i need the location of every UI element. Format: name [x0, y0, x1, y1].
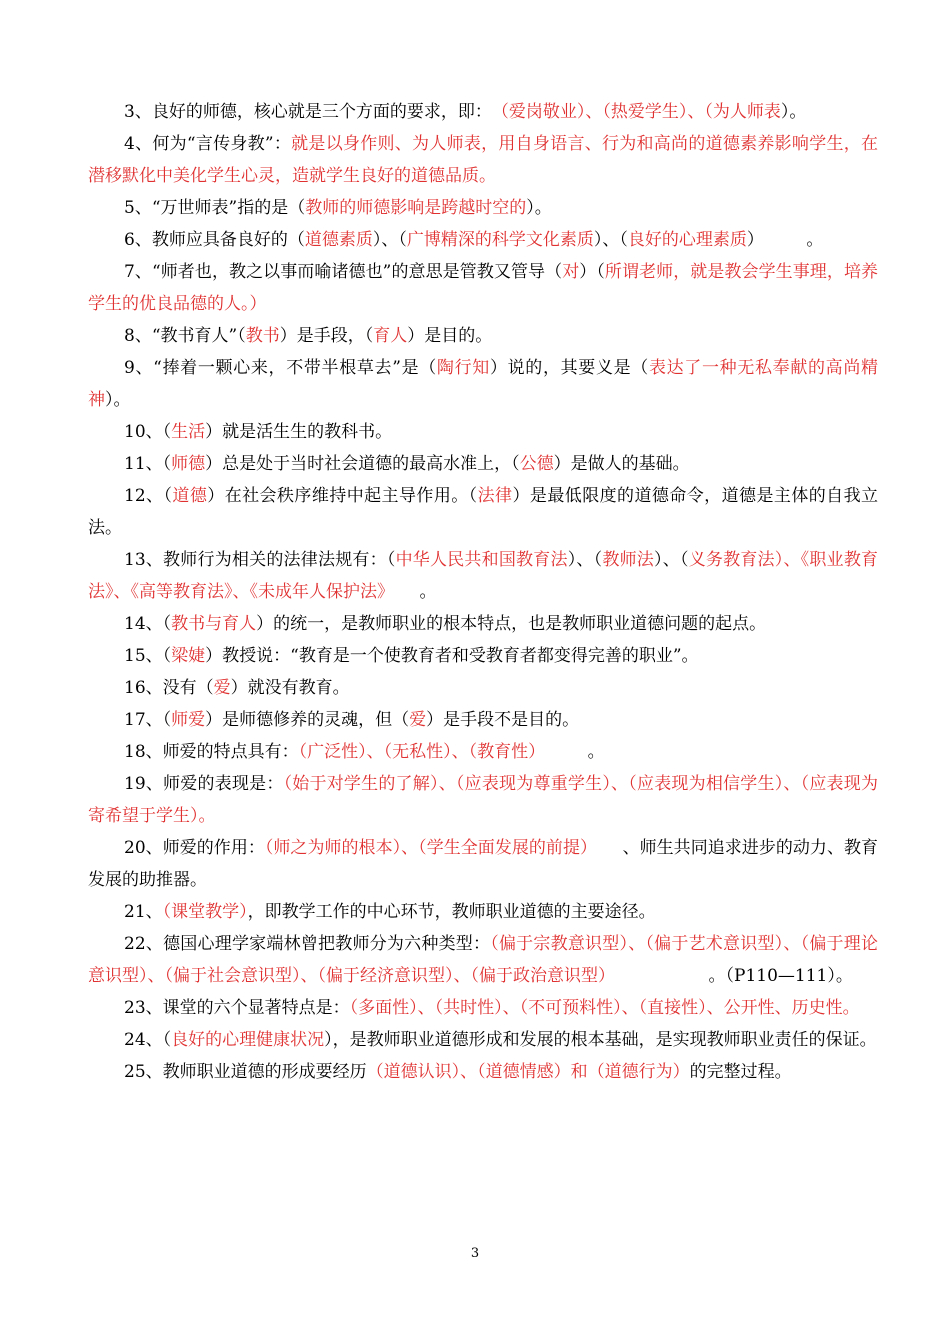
answer-text: 教书: [245, 326, 280, 346]
question-text: ）是手段不是目的。: [426, 710, 580, 730]
question-text: ）是最低限度的道德命令，道德是主体的自我立法。: [88, 486, 879, 538]
question-text: 18、师爱的特点具有：: [124, 742, 299, 762]
question-text: ），是教师职业道德形成和发展的根本基础，是实现教师职业责任的保证。: [324, 1030, 877, 1050]
question-text: ）。: [526, 198, 552, 218]
question-text: 15、（: [124, 646, 172, 666]
question-text: 14、（: [124, 614, 172, 634]
question-item-6: [88, 224, 878, 256]
question-text: ）、（: [567, 550, 603, 570]
question-text: 9、“捧着一颗心来，不带半根草去”是（: [124, 358, 437, 378]
answer-text: 法律: [477, 486, 513, 506]
answer-text: 爱: [409, 710, 427, 730]
answer-text: （课堂教学）: [162, 902, 248, 922]
question-text: 25、教师职业道德的形成要经历: [124, 1062, 367, 1082]
answer-text: 教师法: [602, 550, 655, 570]
question-text: ）说的，其要义是（: [489, 358, 649, 378]
question-text: 3、良好的师德，核心就是三个方面的要求，即：: [124, 102, 501, 122]
question-text: ）教授说：“教育是一个使教育者和受教育者都变得完善的职业”。: [205, 646, 699, 666]
question-item-10: [88, 416, 878, 448]
question-item-11: [88, 448, 878, 480]
question-item-20: [88, 832, 878, 896]
question-text: 13、教师行为相关的法律法规有：（: [124, 550, 396, 570]
answer-text: 义务教育法）、《职业教育法》、《高等教育法》、《未成年人保护法》: [88, 550, 879, 602]
answer-text: （始于对学生的了解）、（应表现为尊重学生）、（应表现为相信学生）、（应表现为寄希望于学生）。: [88, 774, 878, 826]
question-text: ）就是活生生的教科书。: [205, 422, 393, 442]
question-item-21: [88, 896, 878, 928]
question-text: ）是做人的基础。: [553, 454, 690, 474]
question-item-15: [88, 640, 878, 672]
question-text: 。: [536, 742, 605, 762]
question-text: 16、没有（: [124, 678, 214, 698]
question-text: 22、德国心理学家端林曾把教师分为六种类型：: [124, 934, 491, 954]
question-text: ）在社会秩序维持中起主导作用。（: [207, 486, 478, 506]
answer-text: 良好的心理健康状况: [171, 1030, 325, 1050]
answer-text: 师德: [171, 454, 206, 474]
question-item-5: [88, 192, 878, 224]
question-text: 5、“万世师表”指的是（: [124, 198, 306, 218]
question-text: ）。: [780, 102, 807, 122]
question-text: ）是手段，（: [279, 326, 374, 346]
document-body: [88, 96, 878, 1088]
question-item-23: [88, 992, 878, 1024]
question-text: ）、（: [654, 550, 689, 570]
question-text: ）总是处于当时社会道德的最高水准上，（: [205, 454, 520, 474]
answer-text: 爱: [213, 678, 231, 698]
question-text: 23、课堂的六个显著特点是：: [124, 998, 350, 1018]
question-item-17: [88, 704, 878, 736]
answer-text: 所谓老师，就是教会学生事理，培养学生的优良品德的人。）: [88, 262, 879, 314]
answer-text: （道德认识）、（道德情感）和（道德行为）: [366, 1062, 690, 1082]
question-text: ）是师德修养的灵魂，但（: [205, 710, 410, 730]
question-text: 19、师爱的表现是：: [124, 774, 284, 794]
answer-text: （广泛性）、（无私性）、（教育性）: [298, 742, 537, 762]
question-item-12: [88, 480, 878, 544]
question-text: 17、（: [124, 710, 172, 730]
question-item-24: [88, 1024, 878, 1056]
answer-text: （偏于宗教意识型）、（偏于艺术意识型）、（偏于理论意识型）、（偏于社会意识型）、（偏于经济意识型）、（偏于政治意识型）: [88, 934, 878, 986]
question-item-25: [88, 1056, 878, 1088]
answer-text: 梁婕: [171, 646, 206, 666]
answer-text: 育人: [373, 326, 408, 346]
question-text: ）、（: [593, 230, 628, 250]
answer-text: 教师的师德影响是跨越时空的: [305, 198, 527, 218]
answer-text: 生活: [171, 422, 206, 442]
question-text: 6、教师应具备良好的（: [124, 230, 305, 250]
question-item-18: [88, 736, 878, 768]
question-text: ）就没有教育。: [230, 678, 350, 698]
question-item-14: [88, 608, 878, 640]
question-text: 。（P110—111）。: [606, 966, 853, 986]
question-text: 8、“教书育人”（: [124, 326, 246, 346]
question-text: 、师生共同追求进步的动力、教育发展的助推器。: [88, 838, 878, 890]
question-text: ）（: [579, 262, 605, 282]
question-text: ）。: [105, 390, 131, 410]
question-item-22: [88, 928, 878, 992]
page-number: 3: [470, 1246, 480, 1261]
question-text: 21、: [124, 902, 163, 922]
answer-text: 就是以身作则、为人师表，用自身语言、行为和高尚的道德素养影响学生，在潜移默化中美化学生心灵，造就学生良好的道德品质。: [88, 134, 879, 186]
question-text: ，即教学工作的中心环节，教师职业道德的主要途径。: [247, 902, 656, 922]
answer-text: 道德: [172, 486, 208, 506]
answer-text: 公德: [519, 454, 554, 474]
question-item-19: [88, 768, 878, 832]
question-text: 的完整过程。: [689, 1062, 792, 1082]
question-text: ）是目的。: [407, 326, 493, 346]
question-text: ）、（: [372, 230, 407, 250]
answer-text: 教书与育人: [171, 614, 257, 634]
answer-text: 良好的心理素质: [627, 230, 747, 250]
question-item-3: [88, 96, 878, 128]
question-item-9: [88, 352, 878, 416]
question-text: 12、（: [124, 486, 173, 506]
answer-text: 表达了一种无私奉献的高尚精神: [88, 358, 879, 410]
question-text: ）的统一，是教师职业的根本特点，也是教师职业道德问题的起点。: [256, 614, 767, 634]
question-item-7: [88, 256, 878, 320]
question-text: 4、何为“言传身教”：: [124, 134, 292, 154]
question-item-13: [88, 544, 878, 608]
answer-text: 对: [562, 262, 580, 282]
question-text: ） 。: [746, 230, 824, 250]
answer-text: 中华人民共和国教育法: [395, 550, 568, 570]
answer-text: 道德素质: [304, 230, 373, 250]
question-text: 。: [385, 582, 437, 602]
question-item-16: [88, 672, 878, 704]
answer-text: 师爱: [171, 710, 206, 730]
question-text: 7、“师者也，教之以事而喻诸德也”的意思是管教又管导（: [124, 262, 563, 282]
answer-text: 广博精深的科学文化素质: [406, 230, 594, 250]
question-item-8: [88, 320, 878, 352]
question-text: 20、师爱的作用：: [124, 838, 265, 858]
question-text: 24、（: [124, 1030, 172, 1050]
answer-text: （多面性）、（共时性）、（不可预料性）、（直接性）、公开性、历史性。: [349, 998, 860, 1018]
answer-text: （爱岗敬业）、（热爱学生）、（为人师表: [500, 102, 781, 122]
question-text: 11、（: [124, 454, 172, 474]
answer-text: 陶行知: [436, 358, 490, 378]
question-item-4: [88, 128, 878, 192]
answer-text: （师之为师的根本）、（学生全面发展的前提）: [264, 838, 589, 858]
question-text: 10、（: [124, 422, 172, 442]
